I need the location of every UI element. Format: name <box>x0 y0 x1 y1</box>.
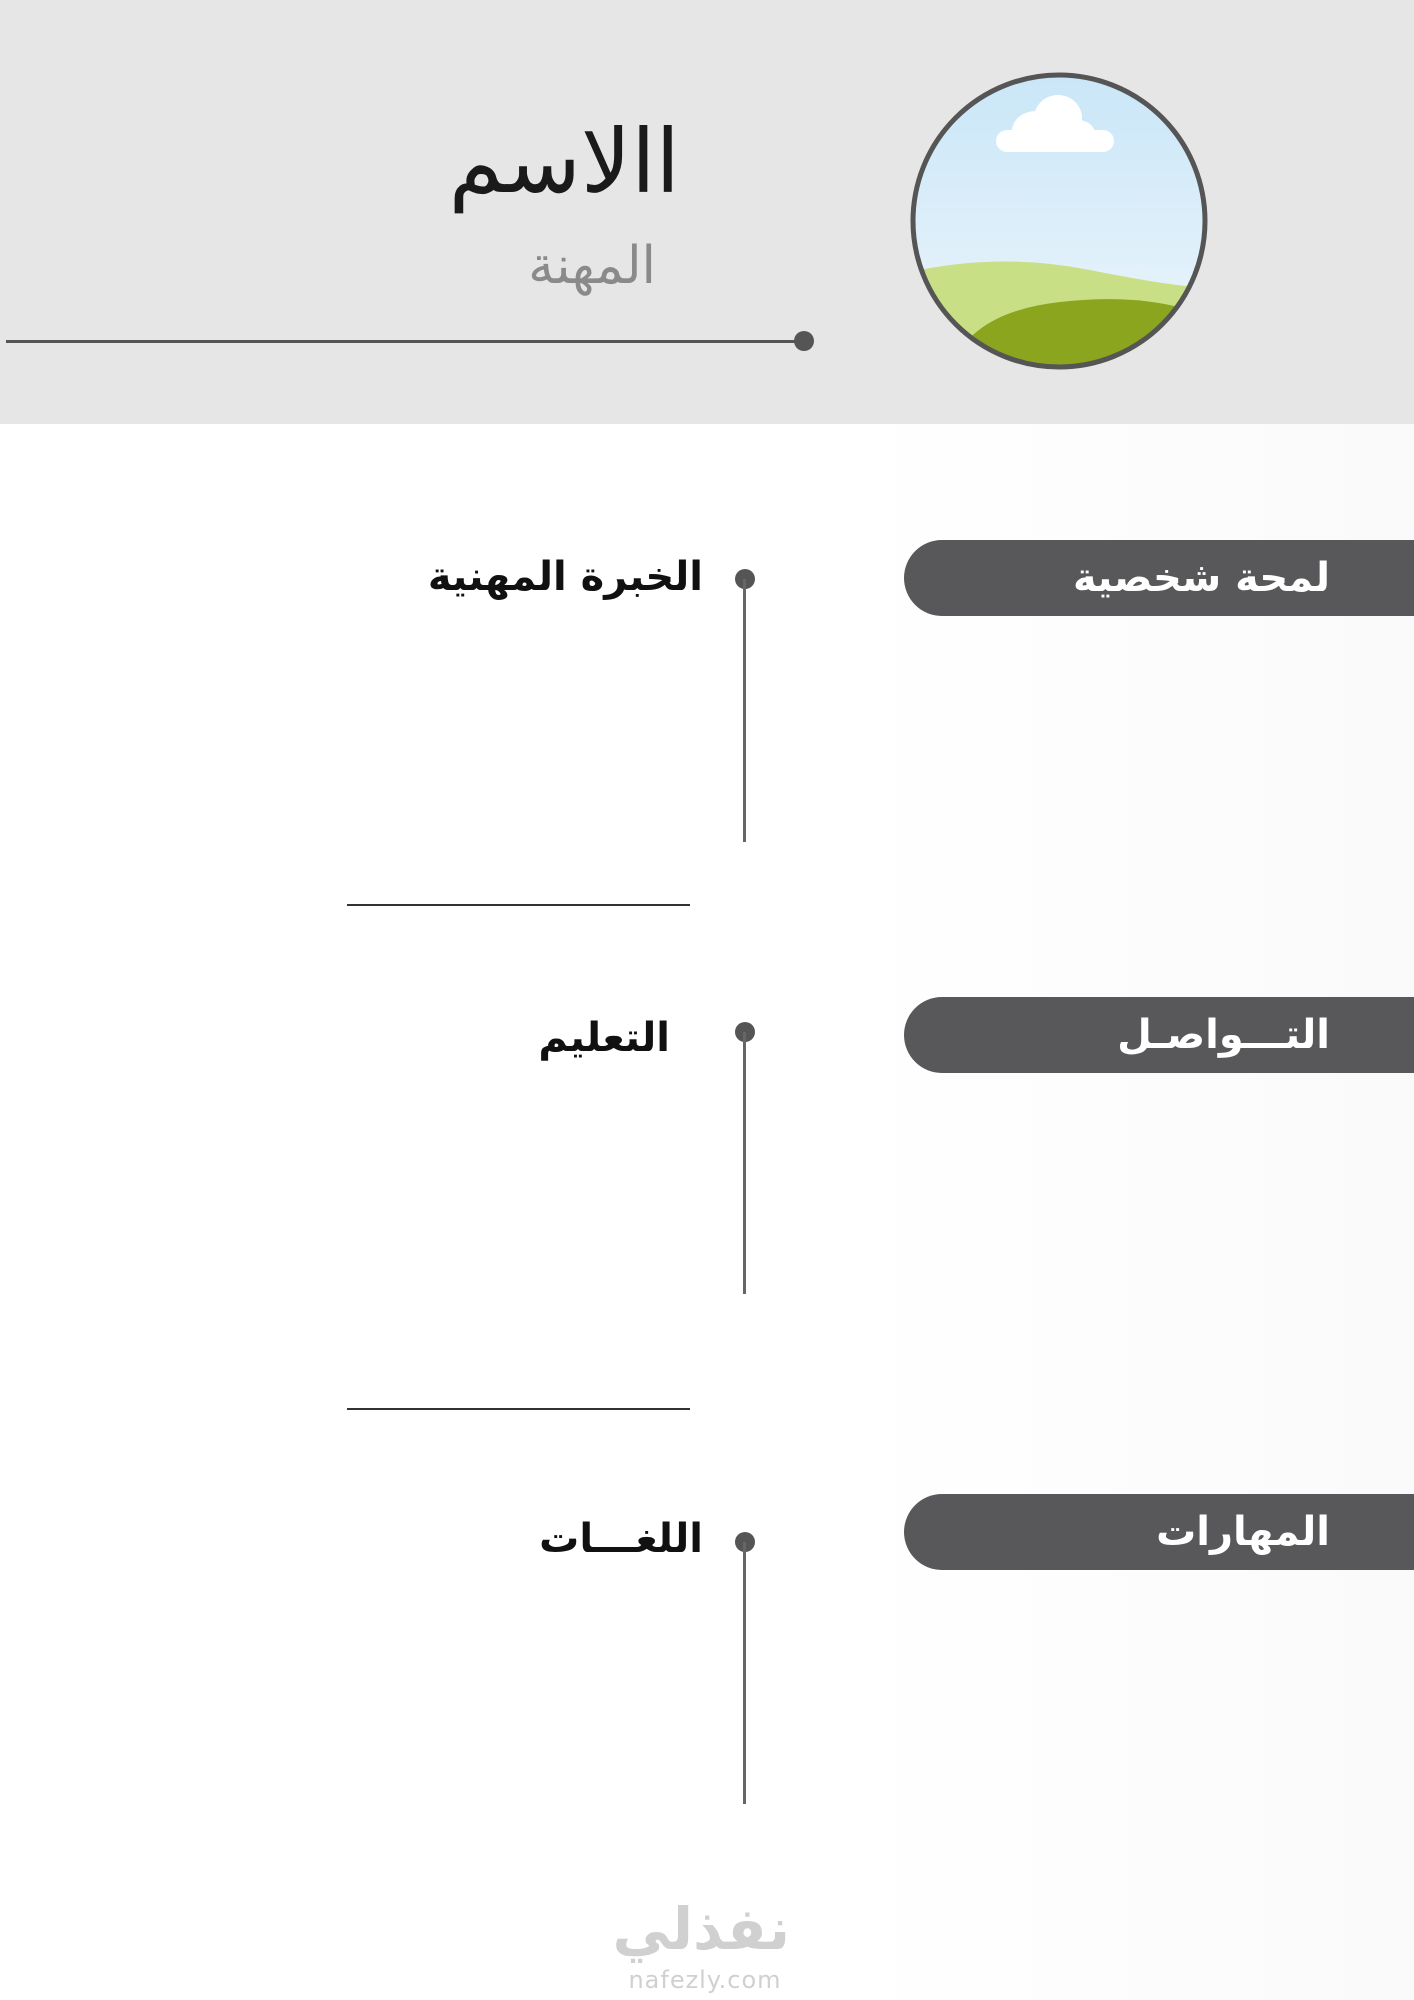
skills-section-header <box>904 1494 1414 1570</box>
experience-timeline-line <box>743 579 746 842</box>
education-section-title: التعليم <box>538 1015 670 1061</box>
page-body <box>0 424 1414 2000</box>
skills-section-label: المهارات <box>1156 1509 1330 1555</box>
section-divider <box>347 1408 690 1410</box>
contact-section-label: التـــواصـل <box>1117 1012 1330 1058</box>
cv-name: االاسم <box>448 110 680 213</box>
section-divider <box>347 904 690 906</box>
header-divider-dot <box>794 331 814 351</box>
contact-section-header <box>904 997 1414 1073</box>
cv-job-title: المهنة <box>528 236 656 296</box>
languages-timeline-line <box>743 1542 746 1804</box>
education-timeline-line <box>743 1032 746 1294</box>
profile-section-header <box>904 540 1414 616</box>
watermark-url: nafezly.com <box>628 1966 782 1994</box>
profile-photo <box>910 72 1208 370</box>
experience-section-title: الخبرة المهنية <box>427 554 703 600</box>
profile-section-label: لمحة شخصية <box>1072 555 1330 601</box>
watermark-logo: نفذلي <box>612 1895 790 1963</box>
languages-section-title: اللغـــات <box>539 1516 703 1562</box>
header-divider <box>6 340 804 343</box>
